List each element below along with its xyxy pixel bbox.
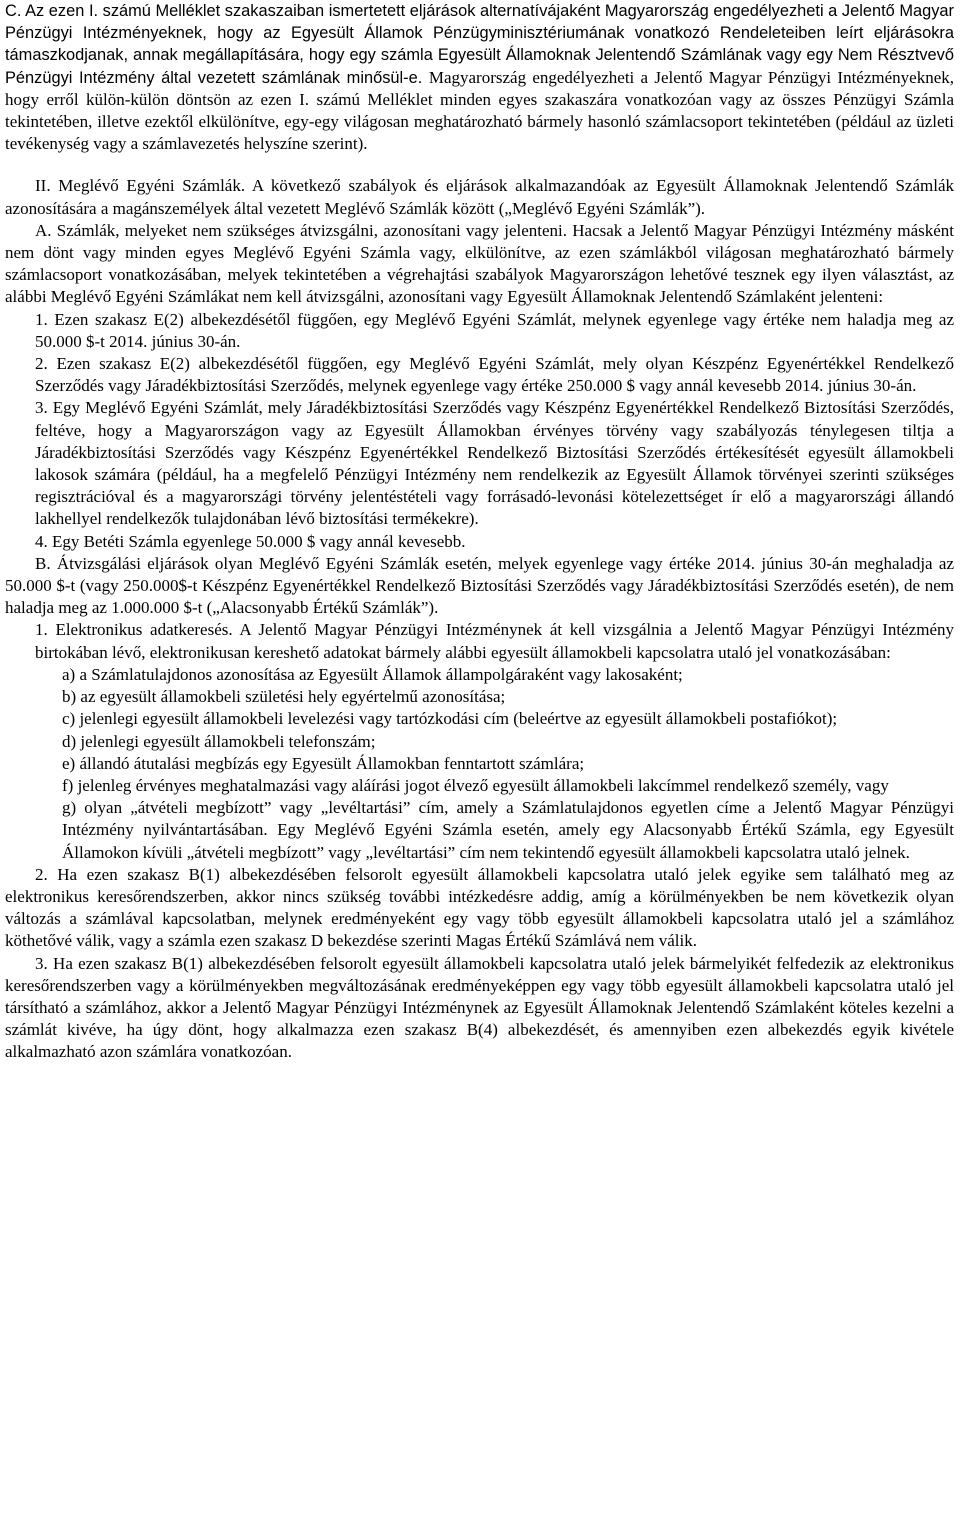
subitem-e-text: e) állandó átutalási megbízás egy Egyesült Államokban fenntartott számlára;: [62, 753, 585, 773]
item-b1-number: 1.: [35, 620, 48, 640]
section-ii-heading: II. Meglévő Egyéni Számlák.: [35, 176, 246, 196]
item-a1-text: Ezen szakasz E(2) albekezdésétől függően, egy Meglévő Egyéni Számlát, melynek egyenlege vagy értéke nem haladja meg az 50.000 $-t 2014. június 30-án.: [35, 309, 955, 351]
subitem-f: [32, 775, 954, 797]
item-a3-number: 3.: [35, 398, 48, 418]
subitem-d-text: d) jelenlegi egyesült államokbeli telefonszám;: [62, 731, 376, 751]
item-b3: [5, 953, 954, 1064]
spacer: [5, 155, 954, 175]
subitem-c: [32, 708, 954, 730]
item-a2-number: 2.: [35, 354, 48, 374]
item-b1-text: Elektronikus adatkeresés. A Jelentő Magyar Pénzügyi Intézménynek át kell vizsgálnia a Jelentő Magyar Pénzügyi Intézmény birtokában lévő, elektronikusan kereshető adatokat bármely alábbi egyesült államokbeli kapcsolatra utaló jel vonatkozásában:: [35, 620, 954, 662]
item-b1-sublist: [5, 664, 954, 864]
item-a3: [5, 397, 954, 530]
item-b2-number: 2.: [35, 864, 48, 884]
section-a-text: Hacsak a Jelentő Magyar Pénzügyi Intézmény másként nem dönt vagy minden egyes Meglévő Egyéni Számla vagy, elkülönítve, az ezen számlákból világosan meghatározható bármely számlacsoport vonatkozásában, melyek tekintetében a végrehajtási szabályok Magyarországon lehetővé tesznek egy ilyen választást, az alábbi Meglévő Egyéni Számlákat nem kell átvizsgálni, azonosítani vagy Egyesült Államoknak Jelentendő Számlaként jelenteni:: [5, 220, 954, 307]
section-a: [5, 220, 954, 309]
paragraph-intro: [5, 0, 954, 155]
item-a4-number: 4.: [35, 531, 48, 551]
item-a1-number: 1.: [35, 309, 48, 329]
subitem-a-text: a) a Számlatulajdonos azonosítása az Egyesült Államok állampolgáraként vagy lakosaként;: [62, 664, 683, 684]
subitem-a: [32, 664, 954, 686]
subitem-f-text: f) jelenleg érvényes meghatalmazási vagy aláírási jogot élvező egyesült államokbeli lakcímmel rendelkező személy, vagy: [62, 775, 889, 795]
item-b1: [5, 619, 954, 663]
item-a4-text: Egy Betéti Számla egyenlege 50.000 $ vagy annál kevesebb.: [52, 531, 466, 551]
item-a1: [5, 309, 954, 353]
item-b2-text: Ha ezen szakasz B(1) albekezdésében felsorolt egyesült államokbeli kapcsolatra utaló jelek egyike sem található meg az elektronikus keresőrendszerben, akkor nincs szükség további intézkedésre addig, amíg a körülményekben be nem következik olyan változás a számlával kapcsolatban, melynek eredményeként egy vagy több egyesült államokbeli kapcsolatra utaló jel a számlához köthetővé válik, vagy a számla ezen szakasz D bekezdése szerinti Magas Értékű Számlává nem válik.: [5, 864, 954, 951]
subitem-g: [32, 797, 954, 864]
item-a4: [5, 531, 954, 553]
item-a2-text: Ezen szakasz E(2) albekezdésétől függően, egy Meglévő Egyéni Számlát, mely olyan Készpénz Egyenértékkel Rendelkező Szerződés vagy Járadékbiztosítási Szerződés, melynek egyenlege vagy értéke 250.000 $ vagy annál kevesebb 2014. június 30-án.: [35, 354, 955, 396]
section-ii-text: A következő szabályok és eljárások alkalmazandóak az Egyesült Államoknak Jelentendő Számlák azonosítására a magánszemélyek által vezetett Meglévő Számlák között („Meglévő Egyéni Számlák”).: [5, 176, 954, 218]
item-b3-text: Ha ezen szakasz B(1) albekezdésében felsorolt egyesült államokbeli kapcsolatra utaló jelek bármelyikét felfedezik az elektronikus keresőrendszerben vagy a körülményekben megváltozásának eredményeképpen egy vagy több egyesült államokbeli kapcsolatra utaló jel társítható a számlához, akkor a Jelentő Magyar Pénzügyi Intézménynek az Egyesült Államoknak Jelentendő Számlaként köteles kezelni a számlát kivéve, ha úgy dönt, hogy alkalmazza ezen szakasz B(4) albekezdését, és amennyiben ezen albekezdés egyik kivétele alkalmazható azon számlára vonatkozóan.: [5, 953, 955, 1062]
intro-serif-text: Magyarország engedélyezheti a Jelentő Magyar Pénzügyi Intézményeknek, hogy erről külön-külön döntsön az ezen I. számú Melléklet minden egyes szakaszára vonatkozóan vagy az összes Pénzügyi Számla tekintetében, illetve ezektől elkülönítve, egy-egy világosan meghatározható bármely hasonló számlacsoport tekintetében (például az üzleti tevékenység vagy a számlavezetés helyszíne szerint).: [5, 67, 954, 154]
section-ii: [5, 175, 954, 219]
subitem-e: [32, 753, 954, 775]
section-b-text: Átvizsgálási eljárások olyan Meglévő Egyéni Számlák esetén, melyek egyenlege vagy értéke 2014. június 30-án meghaladja az 50.000 $-t (vagy 250.000$-t Készpénz Egyenértékkel Rendelkező Biztosítási Szerződés vagy Járadékbiztosítási Szerződés esetén), de nem haladja meg az 1.000.000 $-t („Alacsonyabb Értékű Számlák”).: [5, 553, 954, 618]
subitem-b: [32, 686, 954, 708]
section-b-heading: B.: [35, 553, 51, 573]
subitem-d: [32, 731, 954, 753]
subitem-g-text: g) olyan „átvételi megbízott” vagy „levéltartási” cím, amely a Számlatulajdonos egyetlen címe a Jelentő Magyar Pénzügyi Intézmény nyilvántartásában. Egy Meglévő Egyéni Számla esetén, amely egy Alacsonyabb Értékű Számla, egy Egyesült Államokon kívüli „átvételi megbízott” vagy „levéltartási” cím nem tekintendő egyesült államokbeli kapcsolatra utaló jelnek.: [62, 798, 954, 862]
item-b3-number: 3.: [35, 953, 48, 973]
item-b2: [5, 864, 954, 953]
section-b: [5, 553, 954, 620]
intro-sans-text: C. Az ezen I. számú Melléklet szakaszaiban ismertetett eljárások alternatívájaként Magyarország engedélyezheti a Jelentő Magyar Pénzügyi Intézményeknek, hogy az Egyesült Államok Pénzügyminisztériumának vonatkozó Rendeleteiben leírt eljárásokra támaszkodjanak, annak megállapítására, hogy egy számla Egyesült Államoknak Jelentendő Számlának vagy egy Nem Résztvevő Pénzügyi Intézmény által vezetett számlának minősül-e.: [5, 2, 954, 87]
subitem-c-text: c) jelenlegi egyesült államokbeli levelezési vagy tartózkodási cím (beleértve az egyesült államokbeli postafiókot);: [62, 709, 838, 729]
section-a-heading: A. Számlák, melyeket nem szükséges átvizsgálni, azonosítani vagy jelenteni.: [35, 220, 567, 240]
item-a2: [5, 353, 954, 397]
subitem-b-text: b) az egyesült államokbeli születési hely egyértelmű azonosítása;: [62, 687, 506, 707]
item-a3-text: Egy Meglévő Egyéni Számlát, mely Járadékbiztosítási Szerződés vagy Készpénz Egyenértékkel Rendelkező Biztosítási Szerződés, feltéve, hogy a Magyarországon vagy az Egyesült Államokban érvényes törvény vagy szabályozás ténylegesen tiltja a Járadékbiztosítási Szerződés vagy Készpénz Egyenértékkel Rendelkező Biztosítási Szerződés értékesítését egyesült államokbeli lakosok számára (például, ha a megfelelő Pénzügyi Intézmény nem rendelkezik az Egyesült Államok törvényei szerinti szükséges regisztrációval és a magyarországi törvény jelentéstételi vagy forrásadó-levonási kötelezettséget ír elő a magyarországi állandó lakhellyel rendelkezők tulajdonában lévő biztosítási termékekre).: [35, 398, 955, 529]
